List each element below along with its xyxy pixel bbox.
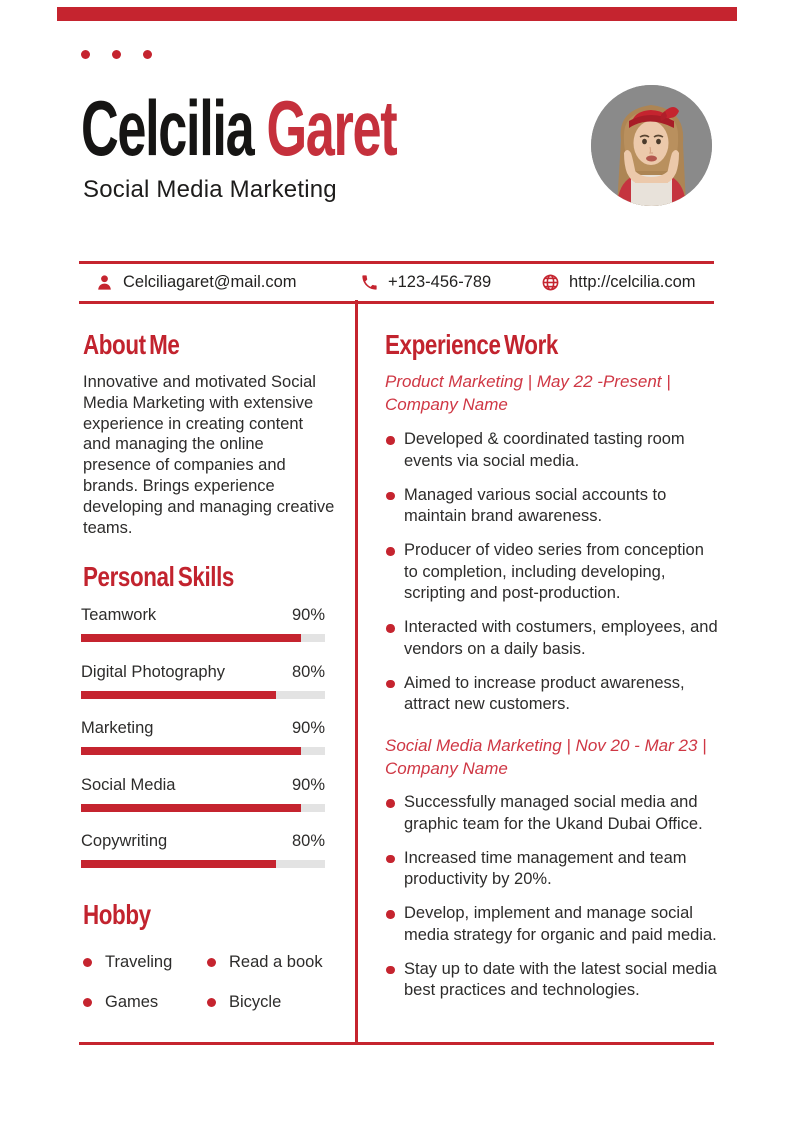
red-dot-icon [143,50,152,59]
skill-bar-track [81,804,325,812]
experience-title: Experience Work [385,329,558,360]
skill-percent: 90% [291,719,325,737]
portrait-illustration [591,85,712,206]
bullet-text: Successfully managed social media and graphic team for the Ukand Dubai Office. [404,793,703,833]
bullet-icon [207,998,216,1007]
job-heading [385,734,720,780]
skill-item [81,719,325,755]
hobby-item [83,953,207,972]
name-first: Celcilia [81,84,254,172]
bullet-item [385,848,719,891]
bullet-item [385,673,719,716]
skill-item [81,606,325,642]
bullet-item [385,903,719,946]
job-role-dates: Social Media Marketing | Nov 20 - Mar 23 | [385,736,707,755]
contact-bar [79,261,714,304]
bullet-icon [83,998,92,1007]
contact-website [541,264,696,301]
skill-bar-fill [81,747,301,755]
bullet-item [385,959,719,1002]
person-name [81,84,552,172]
bullet-text: Developed & coordinated tasting room events via social media. [404,430,685,470]
job-bullet-list [385,792,719,1014]
skill-label: Digital Photography [81,662,226,681]
bullet-item [385,429,719,472]
bullet-icon [386,966,395,975]
bullet-item [385,485,719,528]
skill-percent: 90% [291,606,325,624]
skills-title: Personal Skills [83,561,234,592]
job-company: Company Name [385,395,508,414]
profile-photo [591,85,712,206]
skill-label: Social Media [81,775,176,794]
bullet-text: Develop, implement and manage social media strategy for organic and paid media. [404,904,717,944]
bullet-text: Stay up to date with the latest social media best practices and technologies. [404,959,717,999]
bullet-icon [386,436,395,445]
hobby-item [207,953,323,972]
job-subtitle: Social Media Marketing [83,176,337,203]
hobby-list [83,953,323,1012]
skill-item [81,776,325,812]
job-role-dates: Product Marketing | May 22 -Present | [385,372,671,391]
bullet-item [385,540,719,605]
website-text: http://celcilia.com [569,273,696,291]
bullet-icon [207,958,216,967]
skill-item [81,832,325,868]
skill-bar-track [81,860,325,868]
name-last: Garet [266,84,397,172]
decor-dots [81,50,152,59]
bullet-text: Managed various social accounts to maintain brand awareness. [404,485,667,525]
hobby-label: Read a book [229,953,323,971]
bullet-text: Aimed to increase product awareness, attract new customers. [404,673,685,713]
bullet-icon [386,799,395,808]
footer-divider [79,1042,714,1045]
column-divider [355,300,358,1043]
bullet-text: Producer of video series from conception to completion, including developing, scripting and post-production. [404,541,704,602]
bullet-icon [386,680,395,689]
bullet-text: Increased time management and team productivity by 20%. [404,848,687,888]
phone-icon [360,273,379,292]
about-text: Innovative and motivated Social Media Marketing with extensive experience in creating content and managing the online presence of companies and brands. Brings experience developing and managing creative teams. [83,373,335,537]
red-dot-icon [112,50,121,59]
bullet-icon [386,624,395,633]
skill-bar-track [81,691,325,699]
skill-percent: 80% [291,662,325,681]
job-bullet-list [385,429,719,728]
hobby-item [207,993,323,1012]
job-heading [385,370,720,416]
bullet-icon [386,492,395,501]
skill-bar-fill [81,860,276,868]
skill-bar-track [81,747,325,755]
red-dot-icon [81,50,90,59]
bullet-text: Interacted with costumers, employees, and vendors on a daily basis. [404,618,718,658]
bullet-icon [386,910,395,919]
contact-email [95,264,297,301]
skill-bar-fill [81,691,276,699]
skill-bar-fill [81,804,301,812]
skill-bar-track [81,634,325,642]
globe-icon [541,273,560,292]
bullet-icon [83,958,92,967]
about-title: About Me [83,329,180,360]
bullet-item [385,792,719,835]
person-icon [95,273,114,292]
hobby-label: Games [105,993,159,1011]
skill-label: Marketing [81,719,154,737]
skill-label: Copywriting [81,832,168,850]
skill-item [81,663,325,699]
skill-percent: 90% [291,775,325,794]
email-text: Celciliagaret@mail.com [123,273,297,291]
contact-phone [360,264,491,301]
skills-list [81,606,325,889]
bullet-icon [386,547,395,556]
hobby-label: Bicycle [229,993,282,1011]
skill-label: Teamwork [81,606,157,624]
skill-bar-fill [81,634,301,642]
bullet-icon [386,855,395,864]
skill-percent: 80% [291,832,325,850]
top-accent-bar [57,7,737,21]
bullet-item [385,617,719,660]
hobby-item [83,993,207,1012]
phone-text: +123-456-789 [388,273,492,291]
hobby-label: Traveling [105,953,173,971]
hobby-title: Hobby [83,899,151,930]
job-company: Company Name [385,759,508,778]
